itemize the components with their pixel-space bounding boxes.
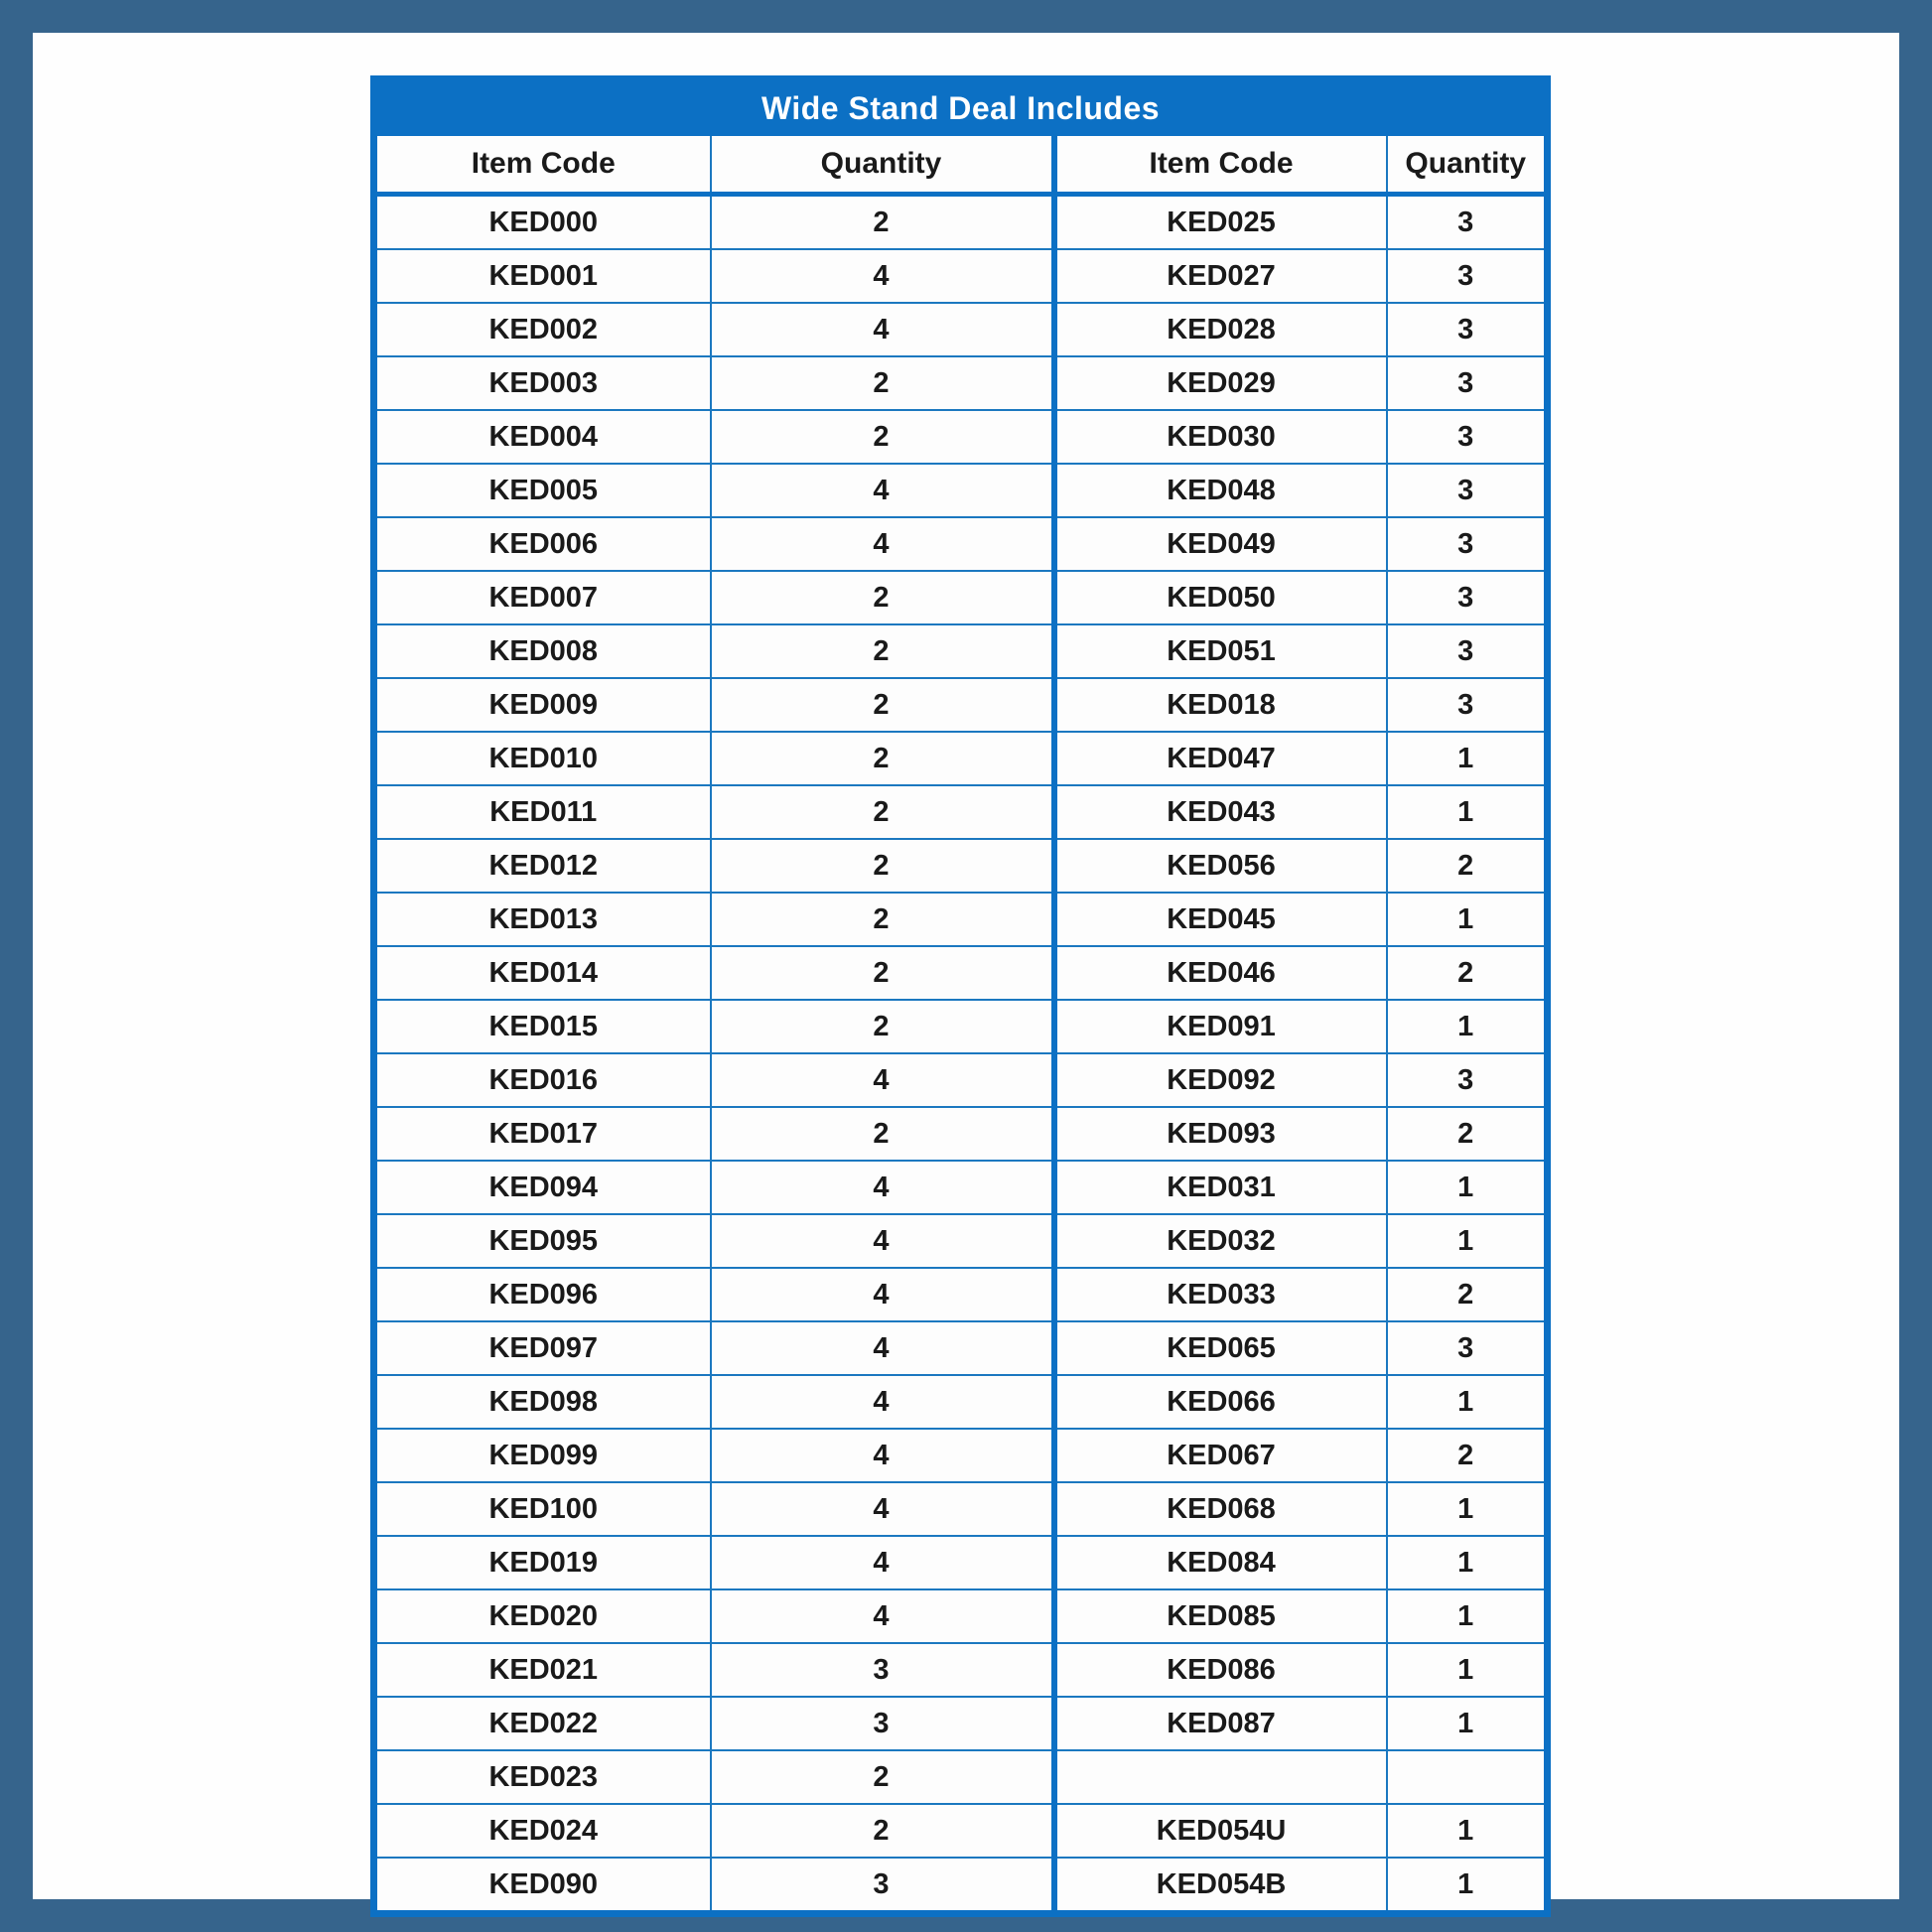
quantity-cell: 2 <box>1387 1107 1548 1161</box>
item-code-cell: KED016 <box>374 1053 711 1107</box>
quantity-cell: 2 <box>711 571 1054 624</box>
quantity-cell: 1 <box>1387 1643 1548 1697</box>
deal-includes-table <box>370 75 1551 1917</box>
column-header-quantity-left: Quantity <box>711 135 1054 195</box>
item-code-cell: KED045 <box>1054 893 1387 946</box>
quantity-cell: 4 <box>711 1161 1054 1214</box>
item-code-cell: KED098 <box>374 1375 711 1429</box>
item-code-cell: KED043 <box>1054 785 1387 839</box>
quantity-cell: 1 <box>1387 1804 1548 1858</box>
table-row <box>374 1053 1548 1107</box>
quantity-cell: 3 <box>1387 356 1548 410</box>
table-row <box>374 1858 1548 1914</box>
item-code-cell: KED004 <box>374 410 711 464</box>
item-code-cell: KED020 <box>374 1589 711 1643</box>
quantity-cell: 3 <box>1387 624 1548 678</box>
quantity-cell: 2 <box>711 356 1054 410</box>
item-code-cell: KED017 <box>374 1107 711 1161</box>
quantity-cell: 2 <box>711 1000 1054 1053</box>
item-code-cell: KED009 <box>374 678 711 732</box>
item-code-cell: KED068 <box>1054 1482 1387 1536</box>
table-row <box>374 624 1548 678</box>
table-row <box>374 785 1548 839</box>
quantity-cell: 1 <box>1387 785 1548 839</box>
table-row <box>374 464 1548 517</box>
item-code-cell: KED019 <box>374 1536 711 1589</box>
item-code-cell: KED085 <box>1054 1589 1387 1643</box>
item-code-cell: KED050 <box>1054 571 1387 624</box>
item-code-cell: KED025 <box>1054 195 1387 250</box>
item-code-cell: KED012 <box>374 839 711 893</box>
table-row <box>374 1161 1548 1214</box>
item-code-cell: KED087 <box>1054 1697 1387 1750</box>
item-code-cell: KED048 <box>1054 464 1387 517</box>
item-code-cell: KED051 <box>1054 624 1387 678</box>
table-row <box>374 571 1548 624</box>
quantity-cell: 1 <box>1387 1697 1548 1750</box>
item-code-cell: KED022 <box>374 1697 711 1750</box>
quantity-cell: 3 <box>711 1697 1054 1750</box>
item-code-cell: KED028 <box>1054 303 1387 356</box>
quantity-cell: 3 <box>1387 571 1548 624</box>
quantity-cell: 2 <box>1387 1268 1548 1321</box>
column-header-quantity-right: Quantity <box>1387 135 1548 195</box>
quantity-cell: 1 <box>1387 732 1548 785</box>
item-code-cell: KED031 <box>1054 1161 1387 1214</box>
item-code-cell: KED086 <box>1054 1643 1387 1697</box>
item-code-cell: KED065 <box>1054 1321 1387 1375</box>
quantity-cell: 4 <box>711 1321 1054 1375</box>
table-row <box>374 1107 1548 1161</box>
quantity-cell: 4 <box>711 1536 1054 1589</box>
quantity-cell: 2 <box>1387 946 1548 1000</box>
table-row <box>374 517 1548 571</box>
item-code-cell <box>1054 1750 1387 1804</box>
item-code-cell: KED027 <box>1054 249 1387 303</box>
quantity-cell: 2 <box>1387 1429 1548 1482</box>
quantity-cell: 2 <box>711 946 1054 1000</box>
item-code-cell: KED008 <box>374 624 711 678</box>
quantity-cell: 2 <box>711 785 1054 839</box>
quantity-cell: 3 <box>1387 195 1548 250</box>
table-row <box>374 893 1548 946</box>
table-row <box>374 946 1548 1000</box>
quantity-cell: 1 <box>1387 1536 1548 1589</box>
quantity-cell: 3 <box>711 1858 1054 1914</box>
item-code-cell: KED100 <box>374 1482 711 1536</box>
item-code-cell: KED006 <box>374 517 711 571</box>
quantity-cell: 2 <box>711 678 1054 732</box>
quantity-cell: 3 <box>1387 678 1548 732</box>
table-row <box>374 1536 1548 1589</box>
quantity-cell: 2 <box>711 410 1054 464</box>
table-row <box>374 1697 1548 1750</box>
item-code-cell: KED024 <box>374 1804 711 1858</box>
quantity-cell: 3 <box>1387 517 1548 571</box>
item-code-cell: KED033 <box>1054 1268 1387 1321</box>
quantity-cell: 3 <box>1387 1321 1548 1375</box>
item-code-cell: KED030 <box>1054 410 1387 464</box>
table-row <box>374 1750 1548 1804</box>
quantity-cell: 2 <box>711 893 1054 946</box>
quantity-cell: 4 <box>711 1482 1054 1536</box>
quantity-cell: 2 <box>711 624 1054 678</box>
item-code-cell: KED023 <box>374 1750 711 1804</box>
quantity-cell: 1 <box>1387 893 1548 946</box>
quantity-cell: 2 <box>711 195 1054 250</box>
table-header-row <box>374 135 1548 195</box>
quantity-cell: 1 <box>1387 1482 1548 1536</box>
item-code-cell: KED047 <box>1054 732 1387 785</box>
quantity-cell: 4 <box>711 1214 1054 1268</box>
item-code-cell: KED010 <box>374 732 711 785</box>
item-code-cell: KED002 <box>374 303 711 356</box>
item-code-cell: KED091 <box>1054 1000 1387 1053</box>
quantity-cell: 1 <box>1387 1375 1548 1429</box>
quantity-cell <box>1387 1750 1548 1804</box>
item-code-cell: KED099 <box>374 1429 711 1482</box>
item-code-cell: KED092 <box>1054 1053 1387 1107</box>
table-row <box>374 1804 1548 1858</box>
table-row <box>374 678 1548 732</box>
column-header-item-code-left: Item Code <box>374 135 711 195</box>
quantity-cell: 3 <box>711 1643 1054 1697</box>
quantity-cell: 2 <box>1387 839 1548 893</box>
table-row <box>374 1268 1548 1321</box>
quantity-cell: 2 <box>711 839 1054 893</box>
quantity-cell: 4 <box>711 1375 1054 1429</box>
item-code-cell: KED032 <box>1054 1214 1387 1268</box>
quantity-cell: 4 <box>711 1053 1054 1107</box>
column-header-item-code-right: Item Code <box>1054 135 1387 195</box>
item-code-cell: KED003 <box>374 356 711 410</box>
item-code-cell: KED046 <box>1054 946 1387 1000</box>
item-code-cell: KED011 <box>374 785 711 839</box>
table-row <box>374 195 1548 250</box>
table-body <box>374 195 1548 1914</box>
table-row <box>374 249 1548 303</box>
quantity-cell: 4 <box>711 1589 1054 1643</box>
quantity-cell: 2 <box>711 1804 1054 1858</box>
table-row <box>374 1643 1548 1697</box>
quantity-cell: 1 <box>1387 1000 1548 1053</box>
item-code-cell: KED096 <box>374 1268 711 1321</box>
table-row <box>374 839 1548 893</box>
table-row <box>374 410 1548 464</box>
item-code-cell: KED054B <box>1054 1858 1387 1914</box>
quantity-cell: 3 <box>1387 303 1548 356</box>
item-code-cell: KED054U <box>1054 1804 1387 1858</box>
item-code-cell: KED000 <box>374 195 711 250</box>
table-row <box>374 1589 1548 1643</box>
item-code-cell: KED097 <box>374 1321 711 1375</box>
item-code-cell: KED005 <box>374 464 711 517</box>
table-row <box>374 732 1548 785</box>
item-code-cell: KED090 <box>374 1858 711 1914</box>
table-row <box>374 356 1548 410</box>
quantity-cell: 2 <box>711 732 1054 785</box>
item-code-cell: KED021 <box>374 1643 711 1697</box>
quantity-cell: 4 <box>711 303 1054 356</box>
item-code-cell: KED014 <box>374 946 711 1000</box>
item-code-cell: KED066 <box>1054 1375 1387 1429</box>
quantity-cell: 1 <box>1387 1858 1548 1914</box>
item-code-cell: KED084 <box>1054 1536 1387 1589</box>
table-title: Wide Stand Deal Includes <box>374 79 1548 136</box>
table-row <box>374 1321 1548 1375</box>
table-row <box>374 303 1548 356</box>
quantity-cell: 2 <box>711 1107 1054 1161</box>
quantity-cell: 3 <box>1387 464 1548 517</box>
quantity-cell: 3 <box>1387 249 1548 303</box>
quantity-cell: 3 <box>1387 410 1548 464</box>
item-code-cell: KED094 <box>374 1161 711 1214</box>
quantity-cell: 1 <box>1387 1589 1548 1643</box>
table-row <box>374 1000 1548 1053</box>
quantity-cell: 4 <box>711 517 1054 571</box>
item-code-cell: KED007 <box>374 571 711 624</box>
quantity-cell: 3 <box>1387 1053 1548 1107</box>
quantity-cell: 2 <box>711 1750 1054 1804</box>
item-code-cell: KED056 <box>1054 839 1387 893</box>
table-row <box>374 1214 1548 1268</box>
table-title-row <box>374 79 1548 136</box>
item-code-cell: KED001 <box>374 249 711 303</box>
table-row <box>374 1429 1548 1482</box>
quantity-cell: 4 <box>711 1268 1054 1321</box>
quantity-cell: 1 <box>1387 1161 1548 1214</box>
quantity-cell: 1 <box>1387 1214 1548 1268</box>
item-code-cell: KED067 <box>1054 1429 1387 1482</box>
quantity-cell: 4 <box>711 249 1054 303</box>
quantity-cell: 4 <box>711 1429 1054 1482</box>
item-code-cell: KED095 <box>374 1214 711 1268</box>
item-code-cell: KED029 <box>1054 356 1387 410</box>
item-code-cell: KED018 <box>1054 678 1387 732</box>
item-code-cell: KED093 <box>1054 1107 1387 1161</box>
table-row <box>374 1482 1548 1536</box>
quantity-cell: 4 <box>711 464 1054 517</box>
item-code-cell: KED015 <box>374 1000 711 1053</box>
table-row <box>374 1375 1548 1429</box>
item-code-cell: KED013 <box>374 893 711 946</box>
item-code-cell: KED049 <box>1054 517 1387 571</box>
